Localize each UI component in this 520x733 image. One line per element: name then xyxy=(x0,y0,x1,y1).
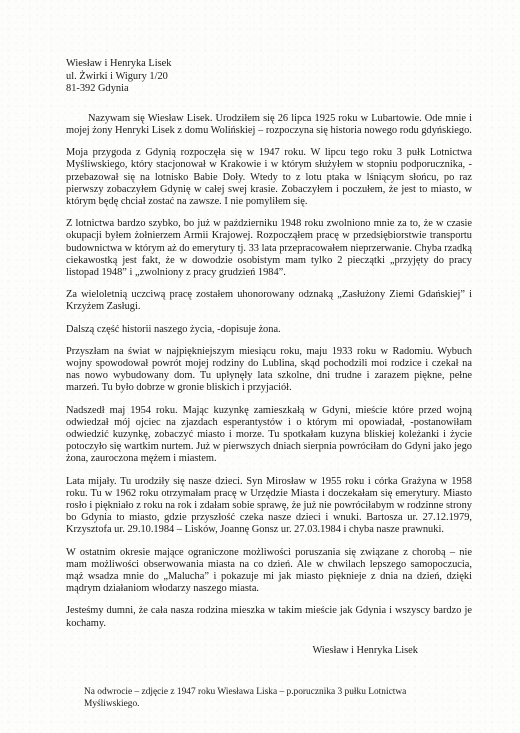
paragraph-work: Z lotnictwa bardzo szybko, bo już w październiku 1948 roku zwolniono mnie za to, że w czasie okupacji byłem żołnierzem Armii Krajowej. Rozpocząłem pracę w przedsiębiorstwie transportu budownictwa w którym aż do emerytury tj. 33 lata przepracowałem nieprzerwanie. Chyba rzadką ciekawostką jest fakt, że w dowodzie osobistym mam tylko 2 pieczątki „przyjęty do pracy listopad 1948” i „zwolniony z pracy grudzień 1984”. xyxy=(66,218,472,279)
paragraph-gdynia-1947: Moja przygoda z Gdynią rozpoczęła się w 1947 roku. W lipcu tego roku 3 pułk Lotnictwa Myśliwskiego, który stacjonował w Krakowie i w którym służyłem w stopniu podporucznika, - przebazował się na lotnisko Babie Doły. Wtedy to z lotu ptaka w lśniącym słońcu, po raz pierwszy zobaczyłem Gdynię w całej swej krasie. Zobaczyłem i poczułem, że jest to miasto, w którym będę chciał zostać na zawsze. I nie pomyliłem się. xyxy=(66,147,472,207)
paragraph-illness: W ostatnim okresie mające ograniczone możliwości poruszania się związane z chorobą – nie mam możliwości obserwowania miasta na co dzień. Ale w chwilach lepszego samopoczucia, mąż wsadza mnie do „Malucha” i pokazuje mi jak miasto pięknieje z dnia na dzień, dzięki mądrym działaniom włodarzy naszego miasta. xyxy=(66,546,472,595)
sender-city: 81-392 Gdynia xyxy=(66,83,129,95)
sender-street: ul. Żwirki i Wigury 1/20 xyxy=(66,70,168,82)
paragraph-closing: Jesteśmy dumni, że cała nasza rodzina mieszka w takim mieście jak Gdynia i wszyscy bardzo je kochamy. xyxy=(66,605,472,629)
paragraph-children: Lata mijały. Tu urodziły się nasze dzieci. Syn Mirosław w 1955 roku i córka Grażyna w 1958 roku. Tu w 1962 roku otrzymałam pracę w Urzędzie Miasta i doczekałam się emerytury. Miasto rosło i piękniało z roku na rok i zdałam sobie sprawę, że już nie powróciłabym w rodzinne strony bo Gdynia to miasto, gdzie przyszłość czeka nasze dzieci i wnuki. Bartosza ur. 27.12.1979, Krzysztofa ur. 29.10.1984 – Lisków, Joannę Gonsz ur. 27.03.1984 i chyba nasze prawnuki. xyxy=(66,475,472,536)
sender-name: Wiesław i Henryka Lisek xyxy=(66,58,172,69)
paragraph-honors: Za wieloletnią uczciwą pracę zostałem uhonorowany odznaką „Zasłużony Ziemi Gdańskiej” i Krzyżem Zasługi. xyxy=(66,289,472,313)
paragraph-1954: Nadszedł maj 1954 roku. Mając kuzynkę zamieszkałą w Gdyni, mieście które przed wojną odwiedzał mój ojciec na zjazdach esperantystów i o którym mi opowiadał, -postanowiłam odwiedzić kuzynkę, zobaczyć miasto i morze. Tu spotkałam kuzyna bliskiej koleżanki i życie potoczyło się wartkim nurtem. Już w pierwszych dniach sierpnia powróciłam do Gdyni jako jego żona, zauroczona mężem i miastem. xyxy=(66,404,472,465)
photo-caption: Na odwrocie – zdjęcie z 1947 roku Wiesława Liska – p.porucznika 3 pułku Lotnictwa Myśliwskiego. xyxy=(84,687,407,709)
paragraph-wife-birth: Przyszłam na świat w najpiękniejszym miesiącu roku, maju 1933 roku w Radomiu. Wybuch wojny spowodował powrót mojej rodziny do Lublina, skąd pochodzili moi rodzice i czekał na nas nowo wybudowany dom. Tu upłynęły lata szkolne, dni trudne i zarazem piękne, pełne marzeń. Tu było dobrze w gronie bliskich i przyjaciół. xyxy=(66,345,472,394)
letter-body xyxy=(66,113,472,630)
sender-address xyxy=(66,58,472,96)
signature: Wiesław i Henryka Lisek xyxy=(312,644,418,656)
paragraph-intro: Nazywam się Wiesław Lisek. Urodziłem się 26 lipca 1925 roku w Lubartowie. Ode mnie i mojej żony Henryki Lisek z domu Wolińskiej – rozpoczyna się historia nowego rodu gdyńskiego. xyxy=(66,112,472,136)
paragraph-wife-intro: Dalszą część historii naszego życia, -dopisuje żona. xyxy=(66,323,281,335)
